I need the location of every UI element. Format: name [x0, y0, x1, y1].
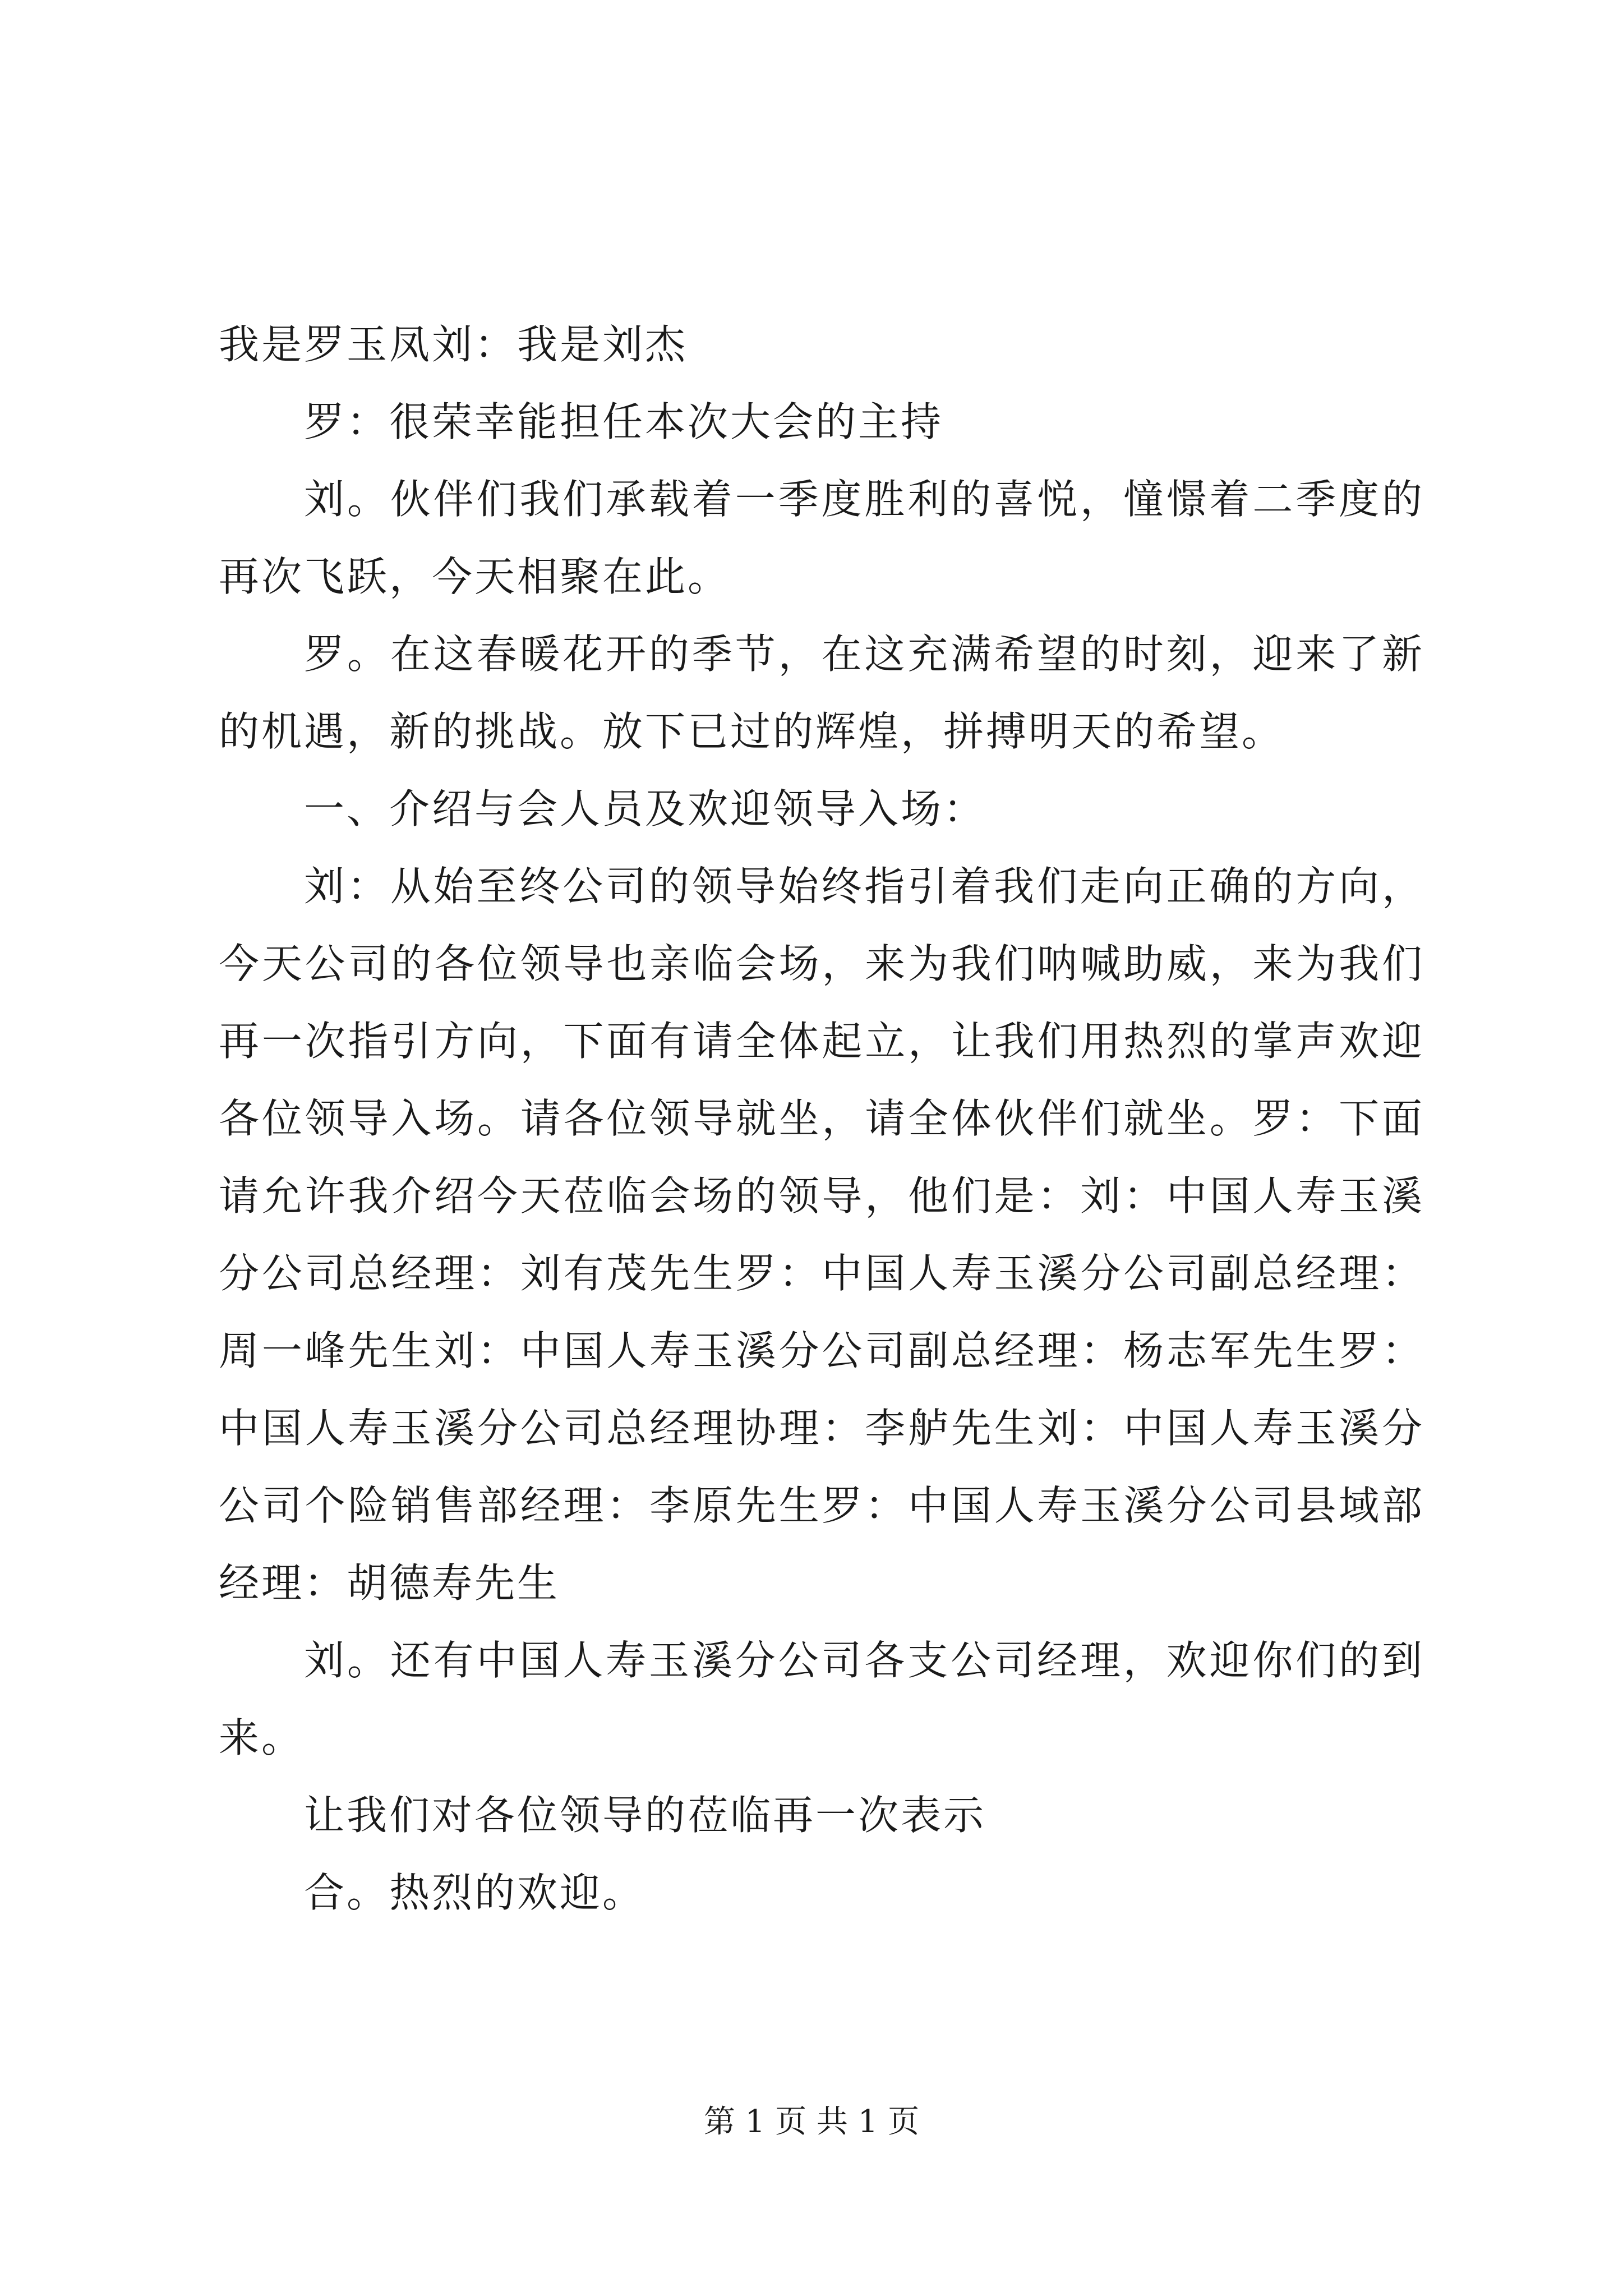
document-body — [219, 306, 1424, 1931]
paragraph-9: 合。热烈的欢迎。 — [304, 1869, 645, 1916]
paragraph-8: 让我们对各位领导的莅临再一次表示 — [304, 1792, 986, 1839]
section-heading: 一、介绍与会人员及欢迎领导入场： — [304, 785, 986, 832]
paragraph-4: 罗。在这春暖花开的季节，在这充满希望的时刻，迎来了新的机遇，新的挑战。放下已过的辉煌，拼搏明天的希望。 — [219, 631, 1424, 755]
paragraph-1: 我是罗玉凤刘：我是刘杰 — [219, 321, 688, 368]
paragraph-6: 刘：从始至终公司的领导始终指引着我们走向正确的方向，今天公司的各位领导也亲临会场，来为我们呐喊助威，来为我们再一次指引方向，下面有请全体起立，让我们用热烈的掌声欢迎各位领导入场。请各位领导就坐，请全体伙伴们就坐。罗：下面请允许我介绍今天莅临会场的领导，他们是：刘：中国人寿玉溪分公司总经理：刘有茂先生罗：中国人寿玉溪分公司副总经理：周一峰先生刘：中国人寿玉溪分公司副总经理：杨志军先生罗：中国人寿玉溪分公司总经理协理：李舻先生刘：中国人寿玉溪分公司个险销售部经理：李原先生罗：中国人寿玉溪分公司县域部经理：胡德寿先生 — [219, 863, 1424, 1607]
paragraph-3: 刘。伙伴们我们承载着一季度胜利的喜悦，憧憬着二季度的再次飞跃，今天相聚在此。 — [219, 476, 1424, 600]
paragraph-2: 罗：很荣幸能担任本次大会的主持 — [304, 398, 944, 445]
paragraph-7: 刘。还有中国人寿玉溪分公司各支公司经理，欢迎你们的到来。 — [219, 1637, 1424, 1761]
page-footer: 第 1 页 共 1 页 — [703, 2104, 920, 2140]
